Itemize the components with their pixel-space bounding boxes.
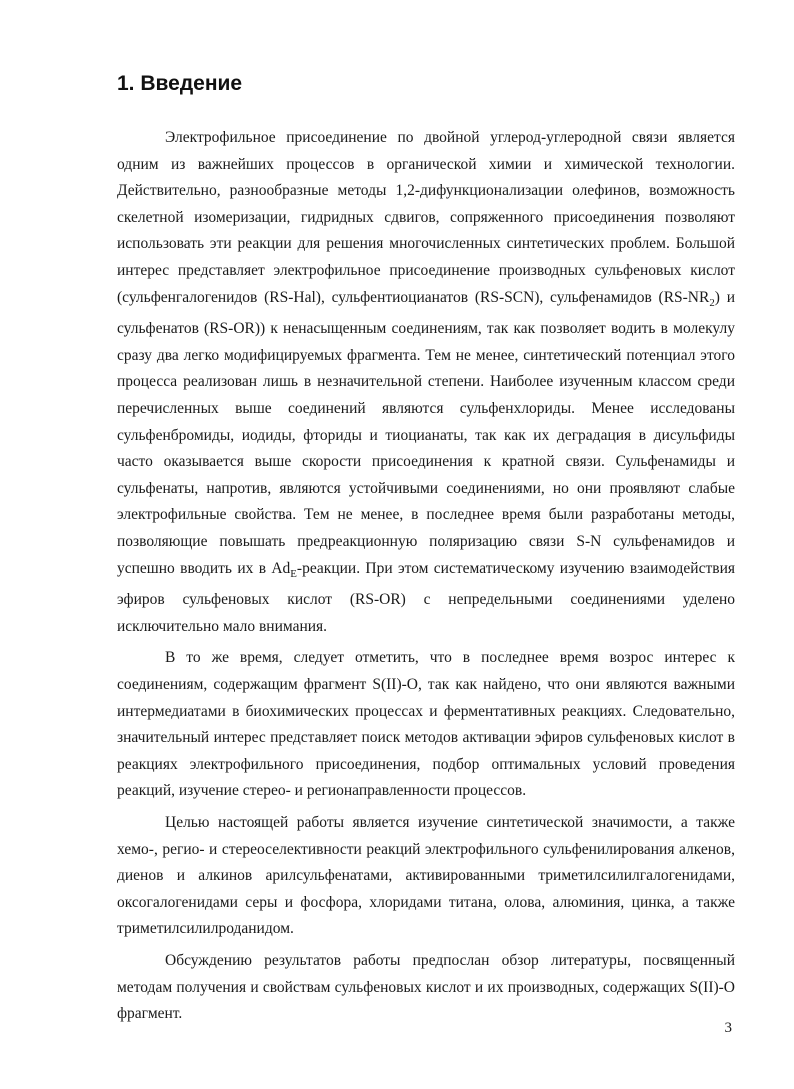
paragraph-intro-part-c: -реакции. При этом систематическому изучению взаимодействия эфиров сульфеновых кислот (RS-OR) с непредельными соединениями уделено исключительно мало внимания. xyxy=(117,559,735,635)
paragraph-goal: Целью настоящей работы является изучение синтетической значимости, а также хемо-, регио- и стереоселективности реакций электрофильного сульфенилирования алкенов, диенов и алкинов арилсульфенатами, активированными триметилсилилгалогенидами, оксогалогенидами серы и фосфора, хлоридами титана, олова, алюминия, цинка, а также триметилсилилроданидом. xyxy=(117,814,735,938)
paragraph-intro-part-b: ) и сульфенатов (RS-OR)) к ненасыщенным соединениям, так как позволяет водить в молекулу сразу два легко модифицируемых фрагмента. Тем не менее, синтетический потенциал этого процесса реализован лишь в незначительной степени. Наиболее изученным классом среди перечисленных выше соединений являются сульфенхлориды. Менее исследованы сульфенбромиды, иодиды, фториды и тиоцианаты, так как их деградация в дисульфиды часто оказывается выше скорости присоединения к кратной связи. Сульфенамиды и сульфенаты, напротив, являются устойчивыми соединениями, но они проявляют слабые электрофильные свойства. Тем не менее, в последнее время были разработаны методы, позволяющие повышать предреакционную поляризацию связи S-N сульфенамидов и успешно вводить их в Ad xyxy=(117,288,735,577)
body-text xyxy=(117,125,735,1028)
paragraph-interest: В то же время, следует отметить, что в последнее время возрос интерес к соединениям, содержащим фрагмент S(II)-O, так как найдено, что они являются важными интермедиатами в биохимических процессах и ферментативных реакциях. Следовательно, значительный интерес представляет поиск методов активации эфиров сульфеновых кислот в реакциях электрофильного присоединения, подбор оптимальных условий проведения реакций, изучение стерео- и регионаправленности процессов. xyxy=(117,649,735,800)
subscript-2: 2 xyxy=(709,296,715,309)
paragraph-intro-part-a: Электрофильное присоединение по двойной углерод-углеродной связи является одним из важнейших процессов в органической химии и химической технологии. Действительно, разнообразные методы 1,2-дифункционализации олефинов, возможность скелетной изомеризации, гидридных сдвигов, сопряженного присоединения позволяют использовать эти реакции для решения многочисленных синтетических проблем. Большой интерес представляет электрофильное присоединение производных сульфеновых кислот (сульфенгалогенидов (RS-Hal), сульфентиоцианатов (RS-SCN), сульфенамидов (RS-NR xyxy=(117,129,735,306)
section-heading: 1. Введение xyxy=(117,72,243,95)
page-number: 3 xyxy=(724,1020,732,1036)
paragraph-overview: Обсуждению результатов работы предпослан обзор литературы, посвященный методам получения и свойствам сульфеновых кислот и их производных, содержащих S(II)-O фрагмент. xyxy=(117,952,735,1023)
subscript-e: E xyxy=(290,567,297,580)
paragraph-intro xyxy=(117,125,735,640)
